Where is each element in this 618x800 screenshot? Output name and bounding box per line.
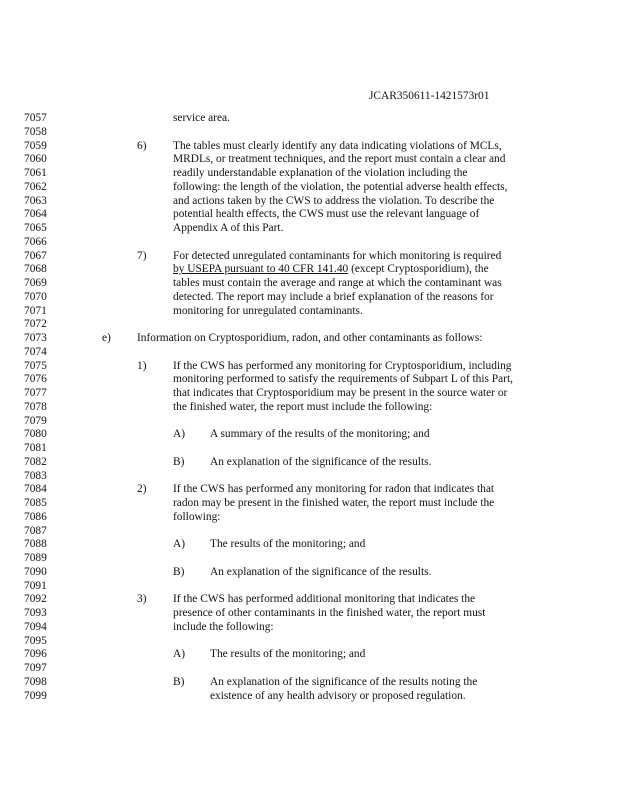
- item-marker-2: 2): [137, 483, 147, 496]
- body-text-line: If the CWS has performed additional monitoring that indicates the: [173, 593, 476, 606]
- body-text-line: potential health effects, the CWS must use the relevant language of: [173, 208, 480, 221]
- line-number: 7079: [24, 414, 47, 427]
- line-number: 7088: [24, 538, 47, 551]
- body-text-line: For detected unregulated contaminants for which monitoring is required: [173, 249, 502, 262]
- line-number: 7068: [24, 263, 47, 276]
- item-marker-3: 3): [137, 593, 147, 606]
- line-number: 7061: [24, 167, 47, 179]
- line-number: 7074: [24, 345, 47, 358]
- body-text-line: An explanation of the significance of the results.: [210, 565, 432, 578]
- body-text-line: An explanation of the significance of the results noting the: [210, 675, 478, 688]
- item-marker-2a: A): [173, 538, 186, 551]
- body-text-line: existence of any health advisory or proposed regulation.: [210, 689, 466, 702]
- line-number: 7065: [24, 222, 47, 234]
- body-text-line: tables must contain the average and range at which the contaminant was: [173, 277, 502, 289]
- line-number: 7090: [24, 565, 47, 578]
- body-text-line: the finished water, the report must include the following:: [173, 400, 433, 413]
- line-number: 7086: [24, 510, 47, 523]
- line-number: 7092: [24, 593, 47, 606]
- line-number: 7096: [24, 648, 47, 661]
- body-text-line: following:: [173, 510, 221, 523]
- line-number: 7091: [24, 579, 47, 592]
- body-text-line: presence of other contaminants in the finished water, the report must: [173, 607, 486, 619]
- line-number: 7075: [24, 359, 47, 372]
- line-number: 7067: [24, 249, 47, 262]
- body-text-line: Information on Cryptosporidium, radon, and other contaminants as follows:: [137, 332, 483, 344]
- body-text-line: MRDLs, or treatment techniques, and the report must contain a clear and: [173, 153, 506, 166]
- line-remainder: (except Cryptosporidium), the: [348, 263, 489, 276]
- line-number: 7066: [24, 235, 47, 248]
- line-number: 7063: [24, 194, 47, 207]
- line-number: 7077: [24, 387, 47, 399]
- line-number: 7081: [24, 442, 47, 454]
- item-marker-7: 7): [137, 249, 147, 262]
- line-number: 7080: [24, 428, 47, 441]
- item-marker-3b: B): [173, 675, 185, 688]
- line-number: 7082: [24, 455, 47, 468]
- body-text-line: An explanation of the significance of the results.: [210, 455, 432, 468]
- line-number: 7076: [24, 373, 47, 386]
- line-number: 7059: [24, 139, 47, 152]
- line-number: 7098: [24, 675, 47, 688]
- line-number: 7087: [24, 524, 47, 537]
- line-number: 7097: [24, 662, 47, 674]
- line-number: 7085: [24, 497, 47, 509]
- line-number: 7057: [24, 112, 47, 124]
- body-text-line: If the CWS has performed any monitoring for radon that indicates that: [173, 483, 495, 496]
- line-number: 7089: [24, 552, 47, 564]
- line-number: 7069: [24, 277, 47, 289]
- line-number: 7071: [24, 304, 47, 317]
- line-number: 7084: [24, 483, 47, 496]
- line-number: 7095: [24, 634, 47, 647]
- item-marker-2b: B): [173, 565, 185, 578]
- underlined-insertion: by USEPA pursuant to 40 CFR 141.40: [173, 263, 349, 276]
- body-text-line: monitoring for unregulated contaminants.: [173, 304, 363, 317]
- line-number: 7064: [24, 208, 47, 221]
- body-text-line: and actions taken by the CWS to address the violation. To describe the: [173, 194, 495, 207]
- body-text-line: following: the length of the violation, the potential adverse health effects,: [173, 180, 508, 193]
- body-text-line: radon may be present in the finished water, the report must include the: [173, 497, 495, 509]
- item-marker-1: 1): [137, 359, 147, 372]
- body-text-line: The results of the monitoring; and: [210, 648, 366, 661]
- body-text-line: detected. The report may include a brief explanation of the reasons for: [173, 290, 494, 303]
- body-text-line: service area.: [173, 112, 230, 124]
- item-marker-e: e): [102, 332, 111, 344]
- line-number: 7093: [24, 607, 47, 619]
- body-text-line: The tables must clearly identify any data indicating violations of MCLs,: [173, 139, 502, 152]
- body-text-line: The results of the monitoring; and: [210, 538, 366, 551]
- line-number: 7060: [24, 153, 47, 166]
- body-text-line: monitoring performed to satisfy the requirements of Subpart L of this Part,: [173, 373, 513, 386]
- line-number: 7058: [24, 125, 47, 138]
- line-number: 7062: [24, 180, 47, 193]
- line-number: 7070: [24, 290, 47, 303]
- body-text-line: readily understandable explanation of the violation including the: [173, 167, 468, 179]
- line-number: 7073: [24, 332, 47, 344]
- body-text-line: [173, 263, 489, 277]
- body-text-line: Appendix A of this Part.: [173, 222, 284, 234]
- body-text-line: A summary of the results of the monitoring; and: [210, 428, 430, 441]
- item-marker-3a: A): [173, 648, 186, 661]
- body-text-line: that indicates that Cryptosporidium may be present in the source water or: [173, 387, 508, 399]
- item-marker-1b: B): [173, 455, 185, 468]
- line-number: 7078: [24, 400, 47, 413]
- line-number: 7094: [24, 620, 47, 633]
- body-text-line: include the following:: [173, 620, 274, 633]
- item-marker-1a: A): [173, 428, 186, 441]
- body-text-line: If the CWS has performed any monitoring for Cryptosporidium, including: [173, 359, 512, 372]
- document-id: JCAR350611-1421573r01: [369, 90, 490, 102]
- line-number: 7072: [24, 318, 47, 331]
- line-number: 7099: [24, 689, 47, 702]
- line-number: 7083: [24, 469, 47, 482]
- item-marker-6: 6): [137, 139, 147, 152]
